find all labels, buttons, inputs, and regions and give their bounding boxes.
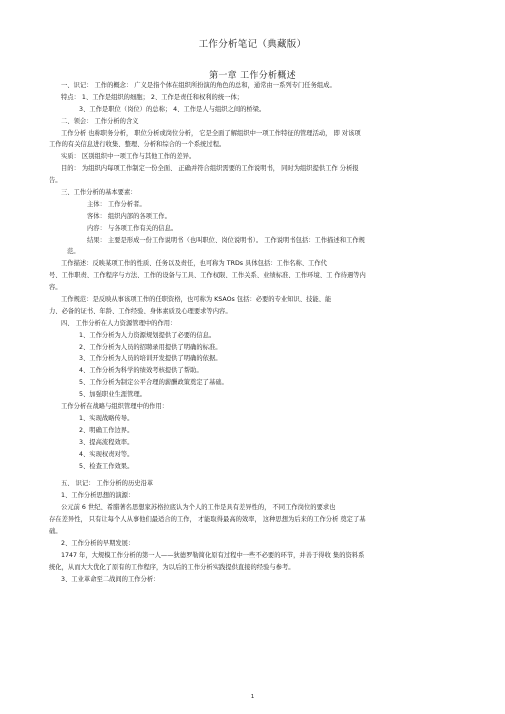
- text-line: 号、工作职责、工作程序与方法、工作的设备与工具、工作权限、工作关系、业绩标准、工作环境、工 作待遇等内: [49, 272, 366, 280]
- list-item: 3、工作分析为人员的培训开发提供了明确的依据。: [79, 355, 222, 363]
- list-item: 5、工作分析为制定公平合理的薪酬政策奠定了基础。: [79, 379, 228, 387]
- text-line: 一、识记： 工作的概念： 广义是指个体在组织所扮演的角色的总和，通常由一系列专门任务组成。: [61, 82, 336, 89]
- text-line: 特点： 1、工作是组织的细胞； 2、工作是责任和权利的统一体；: [61, 93, 244, 101]
- text-line: 工作规范：是反映从事该项工作的任职资格，也可称为 KSAOs 包括：必要的专业知识、技能、能: [61, 296, 332, 304]
- text-line: 工作分析在战略与组织管理中的作用：: [61, 403, 169, 411]
- list-item: 4、工作分析为科学的绩效考核提供了帮助。: [79, 367, 203, 375]
- list-item: 4、实现权责对等。: [79, 450, 134, 458]
- text-line: 告。: [49, 177, 62, 185]
- text-line: 目的： 为组织内每项工作制定一份全面、 正确并符合组织需要的工作说明书， 同时为组织提供工作 分析报: [61, 165, 359, 173]
- page-number: 1: [250, 694, 255, 700]
- text-line: 力、必备的证书、年龄、工作经验、身体素质及心理要求等内容。: [49, 307, 232, 315]
- text-line: 2、工作分析的早期发展：: [61, 539, 135, 547]
- text-line: 存在差异性， 只有让每个人从事他们最适合的工作， 才能取得最高的效率， 这种思想为后来的工作分析 奠定了基: [49, 516, 366, 524]
- chapter-title: 第一章 工作分析概述: [209, 71, 296, 81]
- list-item: 2、明确工作边界。: [79, 426, 134, 434]
- text-line: 工作分析 也称职务分析， 职位分析或岗位分析， 它是全面了解组织中一项工作特征的管理活动， 即 对该项: [61, 129, 361, 137]
- text-line: 内容： 与各项工作有关的信息。: [87, 224, 178, 232]
- text-line: 结果： 主要是形成一份工作说明书（也叫职位、岗位说明书）。 工作说明书包括：工作描述和工作规: [87, 236, 365, 244]
- text-line: 1747 年，大规模工作分析的第一人——狄德罗勒简化原有过程中一些不必要的环节，并善于得收 集的资料系: [61, 551, 365, 559]
- list-item: 3、提高流程效率。: [79, 438, 134, 446]
- text-line: 工作描述：反映某项工作的性质、任务以及责任，也可称为 TRDs 具体包括：工作名称、工作代: [61, 260, 327, 268]
- section-heading: 二、领会： 工作分析的含义: [61, 117, 139, 125]
- text-line: 主体： 工作分析者。: [87, 200, 146, 208]
- section-heading: 四、 工作分析在人力资源管理中的作用：: [61, 319, 177, 327]
- list-item: 5、加强职业生涯管理。: [79, 391, 146, 399]
- list-item: 1、工作分析为人力资源规划提供了必要的信息。: [79, 331, 216, 339]
- section-heading: 三、工作分析的基本要素：: [61, 189, 137, 197]
- document-body: [49, 80, 459, 585]
- text-line: 公元前 6 世纪、希腊著名思想家苏格拉底认为个人的工作是具有差异性的， 不同工作岗位的要求也: [61, 504, 336, 512]
- text-line: 范。: [67, 248, 80, 256]
- text-line: 础。: [49, 527, 62, 535]
- text-line: 客体： 组织内部的各项工作。: [87, 212, 171, 220]
- text-line: 工作的有关信息进行收集、整理、分析和综合的一个系统过程。: [49, 141, 226, 149]
- list-item: 2、工作分析为人员的招聘录用提供了明确的标准。: [79, 343, 222, 351]
- text-line: 1、工作分析思想的演源：: [61, 492, 135, 500]
- text-line: 统化，从而大大优化了原有的工作程序，为以后的工作分析实践提供直接的经验与参考。: [49, 563, 295, 571]
- text-line: 容。: [49, 284, 62, 292]
- list-item: 1、实现战略传导。: [79, 414, 134, 422]
- text-line: 3、工业革命至二战间的工作分析：: [61, 575, 160, 583]
- text-line: 3、工作是职位（岗位）的总称； 4、工作是人与组织之间的桥梁。: [79, 105, 266, 113]
- document-title: 工作分析笔记（典藏版）: [198, 39, 307, 50]
- text-line: 实质： 区别组织中一项工作与其他工作的差异。: [61, 153, 196, 161]
- section-heading: 五、 识记： 工作分析的历史沿革: [61, 480, 154, 488]
- list-item: 5、检查工作效果。: [79, 462, 134, 470]
